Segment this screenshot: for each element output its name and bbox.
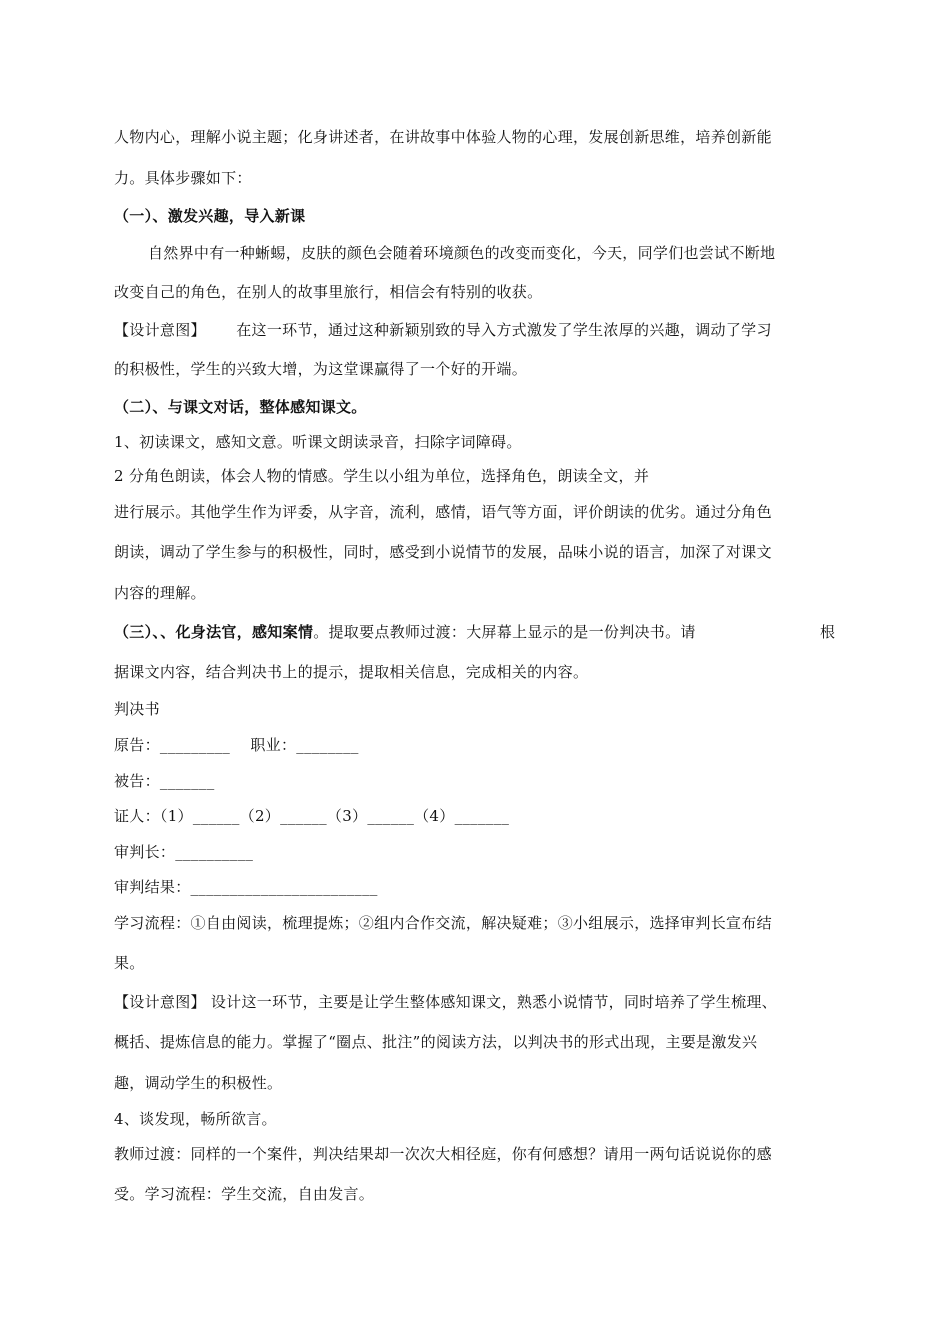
verdict-title: 判决书 [114,700,160,718]
paragraph-line: 据课文内容，结合判决书上的提示，提取相关信息，完成相关的内容。 [114,663,589,681]
section-heading-2: （二）、与课文对话，整体感知课文。 [114,398,367,416]
paragraph-line: 果。 [114,954,145,972]
paragraph-line: 趣，调动学生的积极性。 [114,1074,283,1092]
design-intent-label: 【设计意图】 [114,321,206,339]
section-heading-3-text: 。提取要点教师过渡：大屏幕上显示的是一份判决书。请 [313,623,696,641]
paragraph-line: 的积极性，学生的兴致大增，为这堂课赢得了一个好的开端。 [114,360,528,378]
paragraph-line: 力。具体步骤如下： [114,169,252,187]
paragraph-line: 学习流程：①自由阅读，梳理提炼；②组内合作交流，解决疑难；③小组展示，选择审判长宣布结 [114,914,772,932]
paragraph-line: 概括、提炼信息的能力。掌握了“圈点、批注”的阅读方法，以判决书的形式出现，主要是激发兴 [114,1033,758,1051]
paragraph-line: 改变自己的角色，在别人的故事里旅行，相信会有特别的收获。 [114,283,543,301]
design-intent-line [114,320,772,340]
design-intent-text: 在这一环节，通过这种新颖别致的导入方式激发了学生浓厚的兴趣，调动了学习 [236,321,772,339]
verdict-plaintiff-line: 原告：_________ 职业：________ [114,736,359,754]
section-heading-1: （一）、激发兴趣，导入新课 [114,207,306,225]
paragraph-line: 进行展示。其他学生作为评委，从字音，流利，感情，语气等方面，评价朗读的优劣。通过分角色 [114,503,772,521]
paragraph-line: 自然界中有一种蜥蜴，皮肤的颜色会随着环境颜色的改变而变化，今天，同学们也尝试不断地 [148,244,776,262]
paragraph-line: 人物内心，理解小说主题；化身讲述者，在讲故事中体验人物的心理，发展创新思维，培养创新能 [114,128,772,146]
paragraph-line: 受。学习流程：学生交流，自由发言。 [114,1185,375,1203]
verdict-result-line: 审判结果：________________________ [114,878,378,896]
paragraph-line: 朗读，调动了学生参与的积极性，同时，感受到小说情节的发展，品味小说的语言，加深了对课文 [114,543,772,561]
verdict-judge-line: 审判长：__________ [114,843,254,861]
paragraph-line: 内容的理解。 [114,584,206,602]
verdict-defendant-line: 被告：_______ [114,772,215,790]
paragraph-line: 1、初读课文，感知文意。听课文朗读录音，扫除字词障碍。 [114,433,522,451]
section-heading-3-line [114,622,696,642]
verdict-witness-line: 证人：（1）______（2）______（3）______（4）_______ [114,807,510,825]
paragraph-line: 2 分角色朗读，体会人物的情感。学生以小组为单位，选择角色，朗读全文，并 [114,467,650,485]
section-heading-3: （三）、、化身法官，感知案情 [114,623,314,641]
paragraph-line-end: 根 [820,623,836,641]
paragraph-line: 4、谈发现，畅所欲言。 [114,1110,277,1128]
paragraph-line: 【设计意图】 设计这一环节，主要是让学生整体感知课文，熟悉小说情节，同时培养了学生梳理、 [114,993,777,1011]
paragraph-line: 教师过渡：同样的一个案件，判决结果却一次次大相径庭，你有何感想？请用一两句话说说你的感 [114,1145,772,1163]
